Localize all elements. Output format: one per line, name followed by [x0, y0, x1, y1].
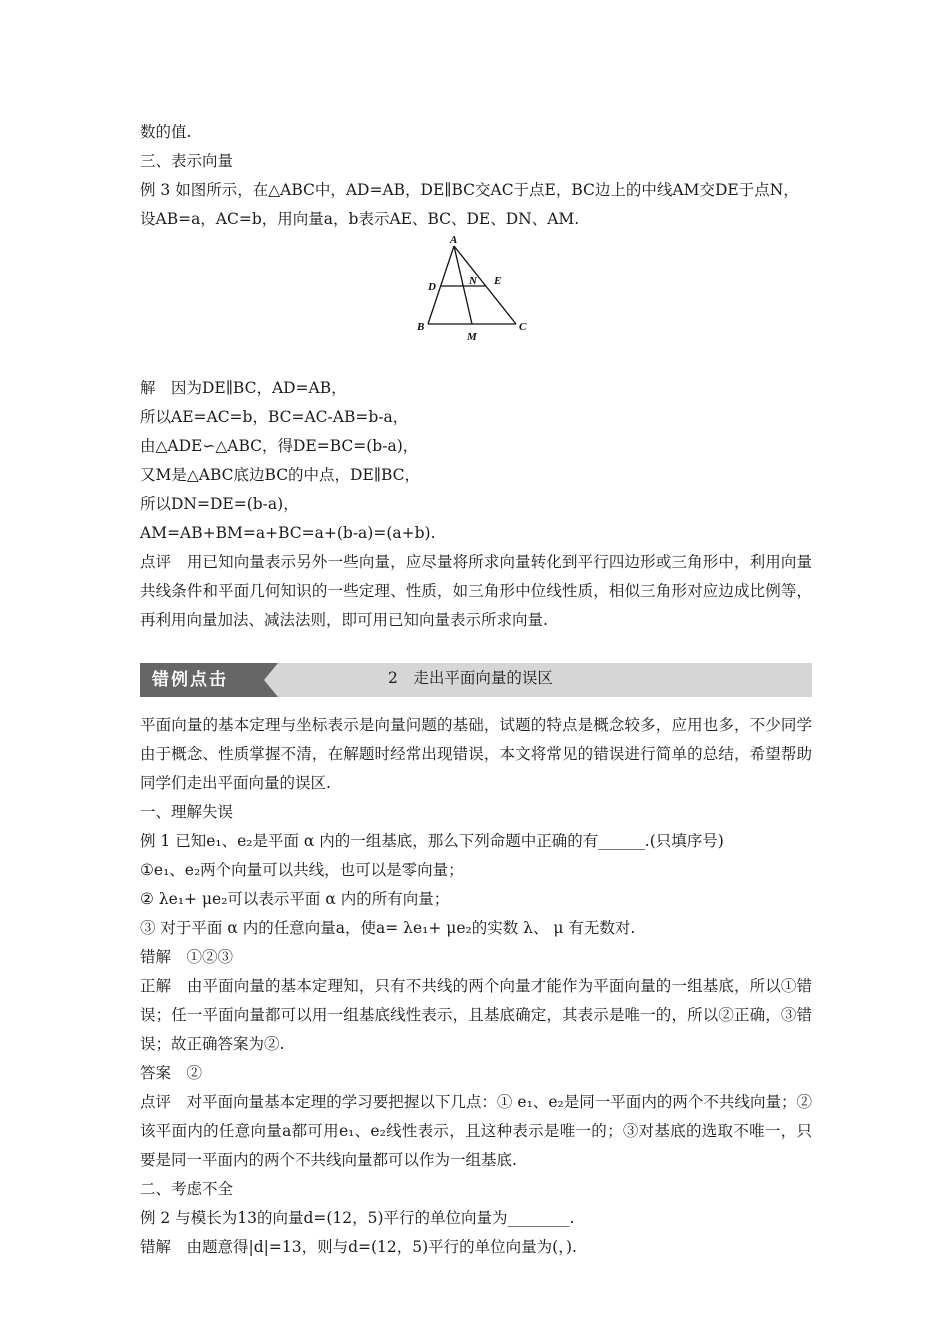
triangle-diagram: [416, 234, 546, 350]
label-e: E: [494, 275, 502, 287]
wrong-answer-line: 错解 ①②③: [140, 948, 234, 966]
example-1-line: ② λe₁+ μe₂可以表示平面 α 内的所有向量；: [140, 890, 450, 908]
example-1-line: ①e₁、e₂两个向量可以共线，也可以是零向量；: [140, 861, 464, 879]
banner-title: 2 走出平面向量的误区: [388, 669, 553, 687]
solution-line: 所以AE=AC=b，BC=AC-AB=b-a，: [140, 408, 409, 426]
comment-paragraph: 点评 对平面向量基本定理的学习要把握以下几点：① e₁、e₂是同一平面内的两个不共线向量；②该平面内的任意向量a都可用e₁、e₂线性表示，且这种表示是唯一的；③对基底的选取不唯一，只要是同一平面内的两个不共线向量都可以作为一组基底.: [140, 1093, 812, 1169]
solution-line: 解 因为DE∥BC，AD=AB，: [140, 379, 347, 397]
solution-line: 又M是△ABC底边BC的中点，DE∥BC，: [140, 466, 420, 484]
answer-line: 答案 ②: [140, 1064, 203, 1082]
triangle-figure: [140, 234, 812, 374]
banner-arrow-shape: [264, 663, 278, 697]
document-page: [140, 118, 812, 1262]
example-1-line: 例 1 已知e₁、e₂是平面 α 内的一组基底，那么下列命题中正确的有______.(只填序号): [140, 832, 724, 850]
example-3-line-1: 例 3 如图所示，在△ABC中，AD=AB，DE∥BC交AC于点E，BC边上的中线AM交DE于点N，: [140, 181, 799, 199]
section-heading: 三、表示向量: [140, 152, 234, 170]
comment-paragraph: 点评 用已知向量表示另外一些向量，应尽量将所求向量转化到平行四边形或三角形中，利用向量共线条件和平面几何知识的一些定理、性质，如三角形中位线性质，相似三角形对应边成比例等，再利用向量加法、减法法则，即可用已知向量表示所求向量.: [140, 553, 812, 629]
label-b: B: [417, 321, 425, 333]
label-m: M: [467, 331, 477, 343]
section-heading: 二、考虑不全: [140, 1180, 234, 1198]
solution-line: AM=AB+BM=a+BC=a+(b-a)=(a+b).: [140, 524, 436, 542]
example-3-line-2: 设AB=a，AC=b，用向量a，b表示AE、BC、DE、DN、AM.: [140, 210, 580, 228]
section-heading: 一、理解失误: [140, 803, 234, 821]
banner-tag: 错例点击: [140, 663, 264, 697]
example-2-line: 例 2 与模长为13的向量d=(12，5)平行的单位向量为________.: [140, 1209, 575, 1227]
wrong-answer-line: 错解 由题意得|d|=13，则与d=(12，5)平行的单位向量为(，).: [140, 1238, 577, 1256]
label-a: A: [450, 234, 458, 246]
section-banner: [140, 663, 812, 697]
label-d: D: [428, 281, 436, 293]
correct-solution-paragraph: 正解 由平面向量的基本定理知，只有不共线的两个向量才能作为平面向量的一组基底，所以①错误；任一平面向量都可以用一组基底线性表示，且基底确定，其表示是唯一的，所以②正确，③错误；故正确答案为②.: [140, 977, 812, 1053]
text-line: 数的值.: [140, 123, 192, 141]
label-n: N: [469, 275, 477, 287]
intro-paragraph: 平面向量的基本定理与坐标表示是向量问题的基础，试题的特点是概念较多，应用也多，不少同学由于概念、性质掌握不清，在解题时经常出现错误，本文将常见的错误进行简单的总结，希望帮助同学们走出平面向量的误区.: [140, 716, 812, 792]
label-c: C: [519, 321, 527, 333]
example-1-line: ③ 对于平面 α 内的任意向量a，使a= λe₁+ μe₂的实数 λ、 μ 有无数对.: [140, 919, 636, 937]
solution-line: 所以DN=DE=(b-a)，: [140, 495, 299, 513]
solution-line: 由△ADE∽△ABC，得DE=BC=(b-a)，: [140, 437, 419, 455]
